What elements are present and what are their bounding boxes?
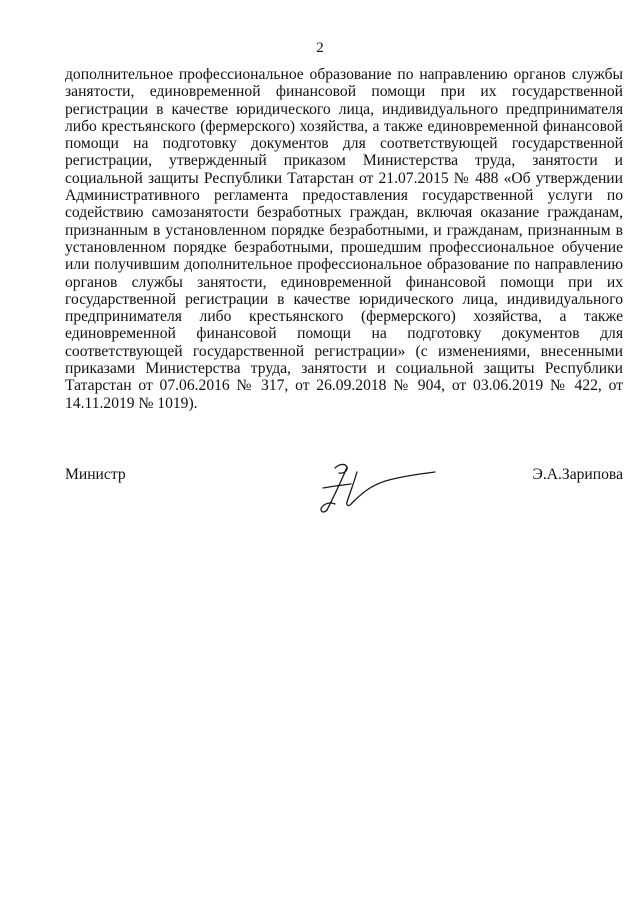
signature-block <box>65 466 623 526</box>
signer-position: Министр <box>65 466 126 483</box>
signer-name: Э.А.Зарипова <box>532 466 623 483</box>
handwritten-signature <box>309 458 439 520</box>
body-paragraph: дополнительное профессиональное образование по направлению органов службы занятости, единовременной финансовой помощи при их государственной регистрации в качестве юридического лица, индивидуального предпринимателя либо крестьянского (фермерского) хозяйства, а также единовременной финансовой помощи на подготовку документов для соответствующей государственной регистрации, утвержденный приказом Министерства труда, занятости и социальной защиты Республики Татарстан от 21.07.2015 № 488 «Об утверждении Административного регламента предоставления государственной услуги по содействию самозанятости безработных граждан, включая оказание гражданам, признанным в установленном порядке безработными, и гражданам, признанным в установленном порядке безработными, прошедшим профессиональное обучение или получившим дополнительное профессиональное образование по направлению органов службы занятости, единовременной финансовой помощи при их государственной регистрации в качестве юридического лица, индивидуального предпринимателя либо крестьянского (фермерского) хозяйства, а также единовременной финансовой помощи на подготовку документов для соответствующей государственной регистрации» (с изменениями, внесенными приказами Министерства труда, занятости и социальной защиты Республики Татарстан от 07.06.2016 № 317, от 26.09.2018 № 904, от 03.06.2019 № 422, от 14.11.2019 № 1019). <box>65 66 623 412</box>
page-number: 2 <box>316 40 324 56</box>
